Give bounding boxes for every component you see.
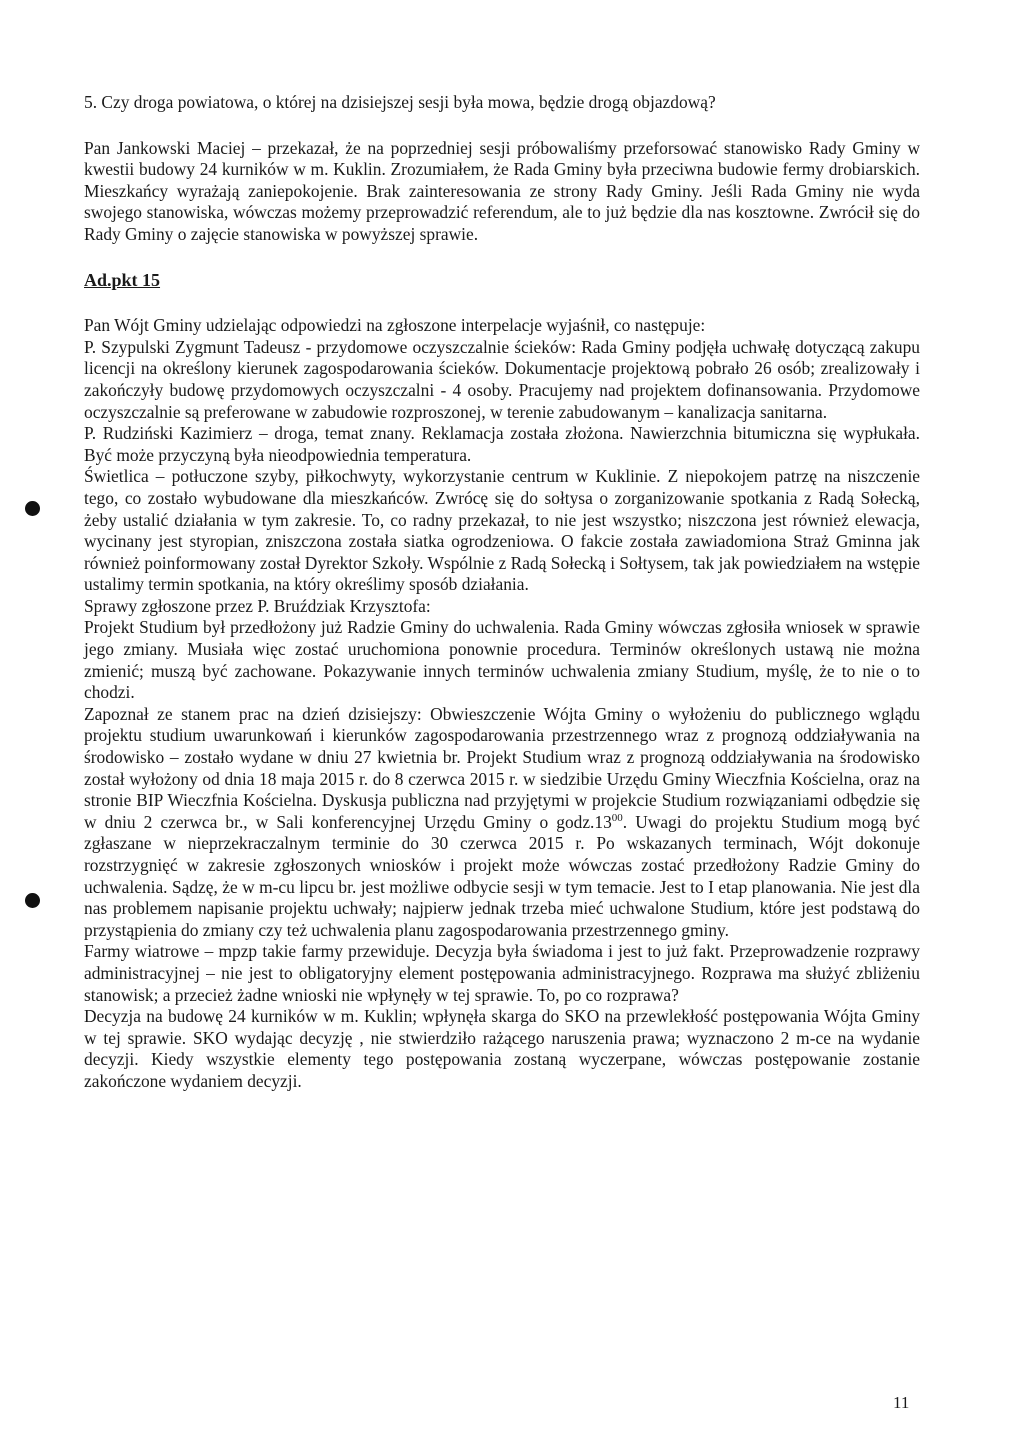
- szypulski-paragraph: P. Szypulski Zygmunt Tadeusz - przydomowe oczyszczalnie ścieków: Rada Gminy podjęła uchwałę dotyczącą zakupu licencji na określony kierunek zagospodarowania ścieków. Dokumentacje projektową pobrało 26 osób; zrealizowały i zakończyły budowę przydomowych oczyszczalni - 4 osoby. Pracujemy nad projektem dofinansowania. Przydomowe oczyszczalnie są preferowane w zabudowie rozproszonej, w terenie zabudowanym – kanalizacja sanitarna.: [84, 336, 920, 422]
- spacer: [84, 291, 920, 315]
- zapoznal-text-1: Zapoznał ze stanem prac na dzień dzisiejszy: Obwieszczenie Wójta Gminy o wyłożeniu do publicznego wglądu projektu studium uwarunkowań i kierunków zagospodarowania przestrzennego wraz z prognozą oddziaływania na środowisko – zostało wydane w dniu 27 kwietnia br. Projekt Studium wraz z prognozą oddziaływania na środowisko został wyłożony od dnia 18 maja 2015 r. do 8 czerwca 2015 r. w siedzibie Urzędu Gminy Wieczfnia Kościelna, oraz na stronie BIP Wieczfnia Kościelna. Dyskusja publiczna nad przyjętymi w projekcie Studium rozwiązaniami odbędzie się w dniu 2 czerwca br., w Sali konferencyjnej Urzędu Gminy o godz.13: [84, 703, 920, 832]
- decyzja-paragraph: Decyzja na budowę 24 kurników w m. Kuklin; wpłynęła skarga do SKO na przewlekłość postępowania Wójta Gminy w tej sprawie. SKO wydając decyzję , nie stwierdziło rażącego naruszenia prawa; wyznaczono 2 m-ce na wydanie decyzji. Kiedy wszystkie elementy tego postępowania zostaną wyczerpane, wówczas postępowanie zostanie zakończone wydaniem decyzji.: [84, 1006, 920, 1091]
- farmy-paragraph: Farmy wiatrowe – mpzp takie farmy przewiduje. Decyzja była świadoma i jest to już fakt. Przeprowadzenie rozprawy administracyjnej – nie jest to obligatoryjny element postępowania administracyjnego. Rozprawa ma służyć zbliżeniu stanowisk; a przecież żadne wnioski nie wpłynęły w tej sprawie. To, po co rozprawa?: [84, 941, 920, 1005]
- spacer: [84, 246, 920, 270]
- bruzdziak-intro: Sprawy zgłoszone przez P. Bruździak Krzysztofa:: [84, 595, 431, 616]
- zapoznal-text-2: . Uwagi do projektu Studium mogą być zgłaszane w nieprzekraczalnym terminie do 30 czerwca 2015 r. Po wskazanych terminach, Wójt dokonuje rozstrzygnięć w zakresie zgłoszonych wniosków i projekt może wówczas zostać przedłożony Radzie Gminy do uchwalenia. Sądzę, że w m-cu lipcu br. jest możliwe odbycie sesji w tym temacie. Jest to I etap planowania. Nie jest dla nas problemem napisanie projektu uchwały; najpierw jednak trzeba mieć uchwalone Studium, które jest podstawą do przystąpienia do zmiany czy też uchwalenia planu zagospodarowania przestrzennego gminy.: [84, 811, 920, 940]
- page-number: 11: [893, 1393, 910, 1412]
- section-heading: Ad.pkt 15: [84, 269, 161, 290]
- spacer: [84, 114, 920, 138]
- question-5: 5. Czy droga powiatowa, o której na dzisiejszej sesji była mowa, będzie drogą objazdową?: [84, 92, 716, 112]
- punch-hole-mark: [25, 893, 40, 908]
- zapoznal-paragraph: [84, 704, 920, 942]
- time-superscript: 00: [611, 812, 623, 825]
- document-body: [84, 92, 920, 1093]
- studium-paragraph: Projekt Studium był przedłożony już Radzie Gminy do uchwalenia. Rada Gminy wówczas zgłosiła wniosek w sprawie jego zmiany. Musiała więc zostać uruchomiona ponownie procedura. Terminów określonych ustawą nie można zmienić; muszą być zachowane. Pokazywanie innych terminów uchwalenia zmiany Studium, myślę, że to nie o to chodzi.: [84, 617, 920, 703]
- rudzinski-paragraph: P. Rudziński Kazimierz – droga, temat znany. Reklamacja została złożona. Nawierzchnia bitumiczna się wypłukała. Być może przyczyną była nieodpowiednia temperatura.: [84, 423, 920, 465]
- swietlica-paragraph: Świetlica – potłuczone szyby, piłkochwyty, wykorzystanie centrum w Kuklinie. Z niepokojem patrzę na niszczenie tego, co zostało wybudowane dla mieszkańców. Zwrócę się do sołtysa o zorganizowanie spotkania z Radą Sołecką, żeby ustalić działania w tym zakresie. To, co radny przekazał, to nie jest wszystko; niszczona jest również elewacja, wycinany jest styropian, zniszczona została siatka ogrodzeniowa. O fakcie została zawiadomiona Straż Gminna jak również poinformowany został Dyrektor Szkoły. Wspólnie z Radą Sołecką i Sołtysem, tak jak powiedziałem na wstępie ustalimy termin spotkania, na który określimy sposób działania.: [84, 466, 920, 595]
- wojt-intro: Pan Wójt Gminy udzielając odpowiedzi na zgłoszone interpelacje wyjaśnił, co następuje:: [84, 315, 706, 336]
- punch-hole-mark: [25, 501, 40, 516]
- jankowski-paragraph: Pan Jankowski Maciej – przekazał, że na poprzedniej sesji próbowaliśmy przeforsować stanowisko Rady Gminy w kwestii budowy 24 kurników w m. Kuklin. Zrozumiałem, że Rada Gminy była przeciwna budowie fermy drobiarskich. Mieszkańcy wyrażają zaniepokojenie. Brak zainteresowania ze strony Rady Gminy. Jeśli Rada Gminy nie wyda swojego stanowiska, wówczas możemy przeprowadzić referendum, ale to już będzie dla nas kosztowne. Zwrócił się do Rady Gminy o zajęcie stanowiska w powyższej sprawie.: [84, 137, 920, 244]
